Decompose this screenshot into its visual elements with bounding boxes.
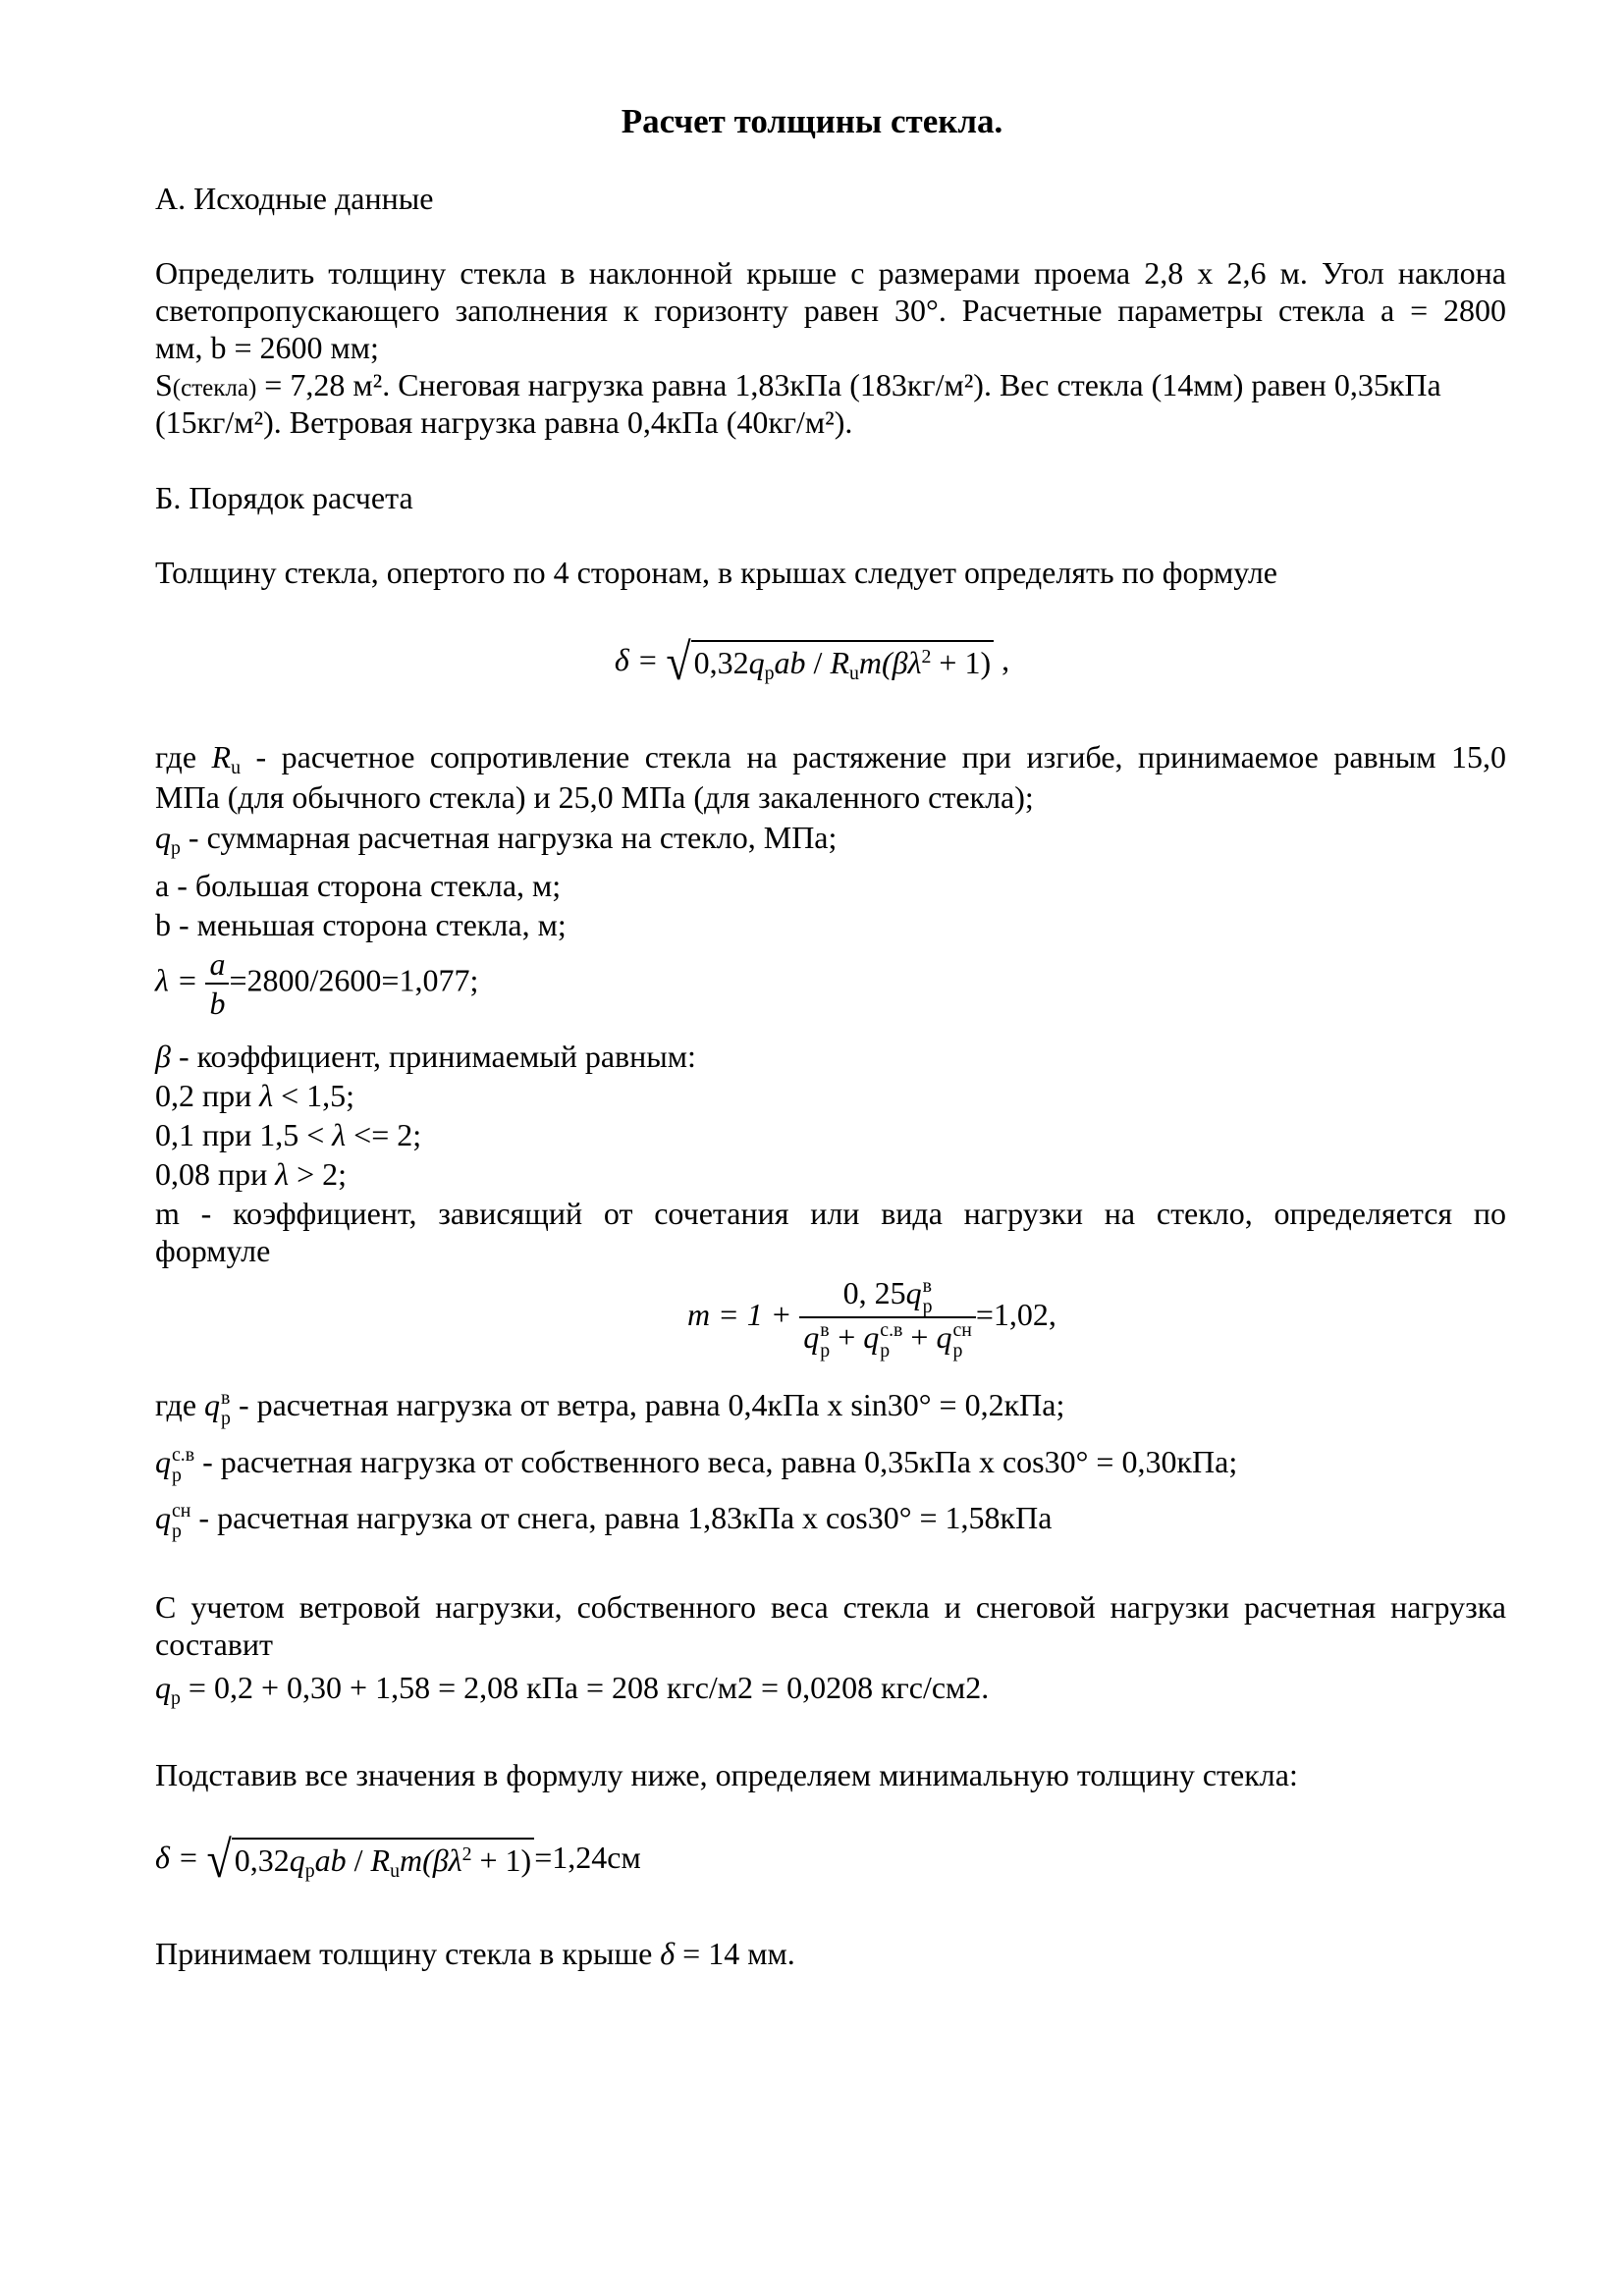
formula2-sqrt: √ 0,32qрab / $Rum(\beta\lambda^2 + 1)$ bbox=[206, 1838, 534, 1884]
formula-m-q: q bbox=[803, 1319, 820, 1356]
def-a: a - большая сторона стекла, м; bbox=[155, 868, 562, 903]
formula2-plus: + 1) bbox=[471, 1842, 532, 1878]
formula-m-lhs: m = 1 + bbox=[687, 1296, 800, 1332]
total-line-3 bbox=[155, 1669, 989, 1711]
def-ru-prefix: где bbox=[155, 739, 212, 774]
total-q-sub: р bbox=[171, 1686, 181, 1709]
def-b: b - меньшая сторона стекла, м; bbox=[155, 907, 567, 942]
load-wind bbox=[155, 1386, 1064, 1428]
total-line-2: составит bbox=[155, 1627, 273, 1662]
formula1-q: q bbox=[748, 645, 765, 680]
s-symbol: S bbox=[155, 367, 173, 402]
def-qp-symbol: q bbox=[155, 820, 171, 855]
section-a-heading: А. Исходные данные bbox=[155, 181, 434, 216]
def-qp-text: - суммарная расчетная нагрузка на стекло, МПа; bbox=[180, 820, 838, 855]
formula2-r-sub: u bbox=[390, 1859, 400, 1882]
def-m-line-2: формуле bbox=[155, 1233, 271, 1268]
def-lambda bbox=[155, 945, 478, 1022]
def-ru-subscript: u bbox=[231, 756, 241, 778]
formula1-paren: (βλ bbox=[882, 645, 922, 680]
conclusion bbox=[155, 1935, 795, 1972]
load-self-text: - расчетная нагрузка от собственного веса, равна 0,35кПа х cos30° = 0,30кПа; bbox=[194, 1444, 1238, 1479]
conclusion-delta: δ bbox=[660, 1936, 676, 1971]
formula1-slash: / bbox=[805, 645, 831, 680]
formula2-result: =1,24см bbox=[534, 1839, 641, 1875]
beta-text: - коэффициент, принимаемый равным: bbox=[170, 1039, 696, 1074]
formula-thickness-result bbox=[155, 1831, 641, 1889]
formula2-m: m bbox=[400, 1842, 423, 1878]
formula1-lhs: δ = bbox=[614, 641, 667, 677]
sub-p: р bbox=[922, 1295, 933, 1317]
formula-thickness bbox=[0, 633, 1624, 691]
formula2-coef: 0,32 bbox=[234, 1842, 290, 1878]
formula-intro: Толщину стекла, опертого по 4 сторонам, в крышах следует определять по формуле bbox=[155, 555, 1277, 590]
load-self-weight bbox=[155, 1443, 1237, 1485]
formula2-ab: ab bbox=[314, 1842, 347, 1878]
beta-case-3-pre: 0,08 при bbox=[155, 1156, 276, 1192]
lambda-symbol: λ bbox=[259, 1078, 274, 1113]
sup-snow: сн bbox=[952, 1319, 972, 1342]
def-ru-line-2: МПа (для обычного стекла) и 25,0 МПа (для закаленного стекла); bbox=[155, 779, 1034, 815]
lambda-lhs: λ = bbox=[155, 962, 206, 998]
lambda-denominator: b bbox=[209, 986, 226, 1021]
sup-wind: в bbox=[221, 1386, 231, 1409]
load-self-q: q bbox=[155, 1444, 171, 1479]
sub-p: р bbox=[820, 1340, 831, 1362]
intro-line-1: Определить толщину стекла в наклонной крыше с размерами проема 2,8 х 2,6 м. Угол наклона bbox=[155, 255, 1506, 291]
def-qp-subscript: р bbox=[171, 836, 181, 859]
formula2-lhs: δ = bbox=[155, 1839, 207, 1875]
lambda-symbol: λ bbox=[275, 1156, 290, 1192]
formula1-m: m bbox=[858, 645, 883, 680]
beta-case-1 bbox=[155, 1077, 354, 1114]
sub-p: р bbox=[172, 1520, 182, 1542]
formula1-r: R bbox=[830, 645, 849, 680]
beta-case-1-post: < 1,5; bbox=[273, 1078, 355, 1113]
formula-m-q: q bbox=[936, 1319, 952, 1356]
intro-line-4 bbox=[155, 366, 1441, 407]
def-ru-line-1 bbox=[155, 738, 1506, 780]
sup-wind: в bbox=[922, 1274, 932, 1297]
formula1-plus: + 1) bbox=[931, 645, 992, 680]
formula2-slash: / bbox=[346, 1842, 371, 1878]
intro-line-3: мм, b = 2600 мм; bbox=[155, 330, 379, 365]
formula1-q-sub: р bbox=[764, 662, 775, 684]
formula-m-q: q bbox=[863, 1319, 880, 1356]
formula-m-denominator bbox=[799, 1318, 976, 1361]
beta-case-2-post: <= 2; bbox=[346, 1117, 422, 1152]
beta-symbol: β bbox=[155, 1039, 171, 1074]
formula-m-result: =1,02, bbox=[975, 1296, 1056, 1332]
beta-case-1-pre: 0,2 при bbox=[155, 1078, 260, 1113]
total-value: = 0,2 + 0,30 + 1,58 = 2,08 кПа = 208 кгс/м2 = 0,0208 кгс/см2. bbox=[180, 1670, 990, 1705]
formula-m-coef: 0, 25 bbox=[842, 1275, 906, 1310]
sub-p: р bbox=[221, 1407, 231, 1429]
sup-wind: в bbox=[820, 1319, 830, 1342]
formula1-square: 2 bbox=[921, 646, 932, 668]
formula2-q: q bbox=[289, 1842, 305, 1878]
load-wind-prefix: где bbox=[155, 1387, 205, 1422]
def-m-line-1: m - коэффициент, зависящий от сочетания или вида нагрузки на стекло, определяется по bbox=[155, 1196, 1506, 1231]
def-qp bbox=[155, 819, 837, 861]
sub-p: р bbox=[880, 1340, 891, 1362]
lambda-symbol: λ bbox=[332, 1117, 347, 1152]
formula1-sqrt: √ 0,32qрab / $Rum(\beta\lambda^2 + 1)$ bbox=[666, 640, 994, 686]
s-subscript: (стекла) bbox=[172, 375, 257, 401]
lambda-value: =2800/2600=1,077; bbox=[229, 962, 479, 998]
sup-snow: сн bbox=[172, 1499, 191, 1522]
formula1-tail: , bbox=[994, 641, 1010, 677]
conclusion-prefix: Принимаем толщину стекла в крыше bbox=[155, 1936, 661, 1971]
total-q: q bbox=[155, 1670, 171, 1705]
beta-case-2-pre: 0,1 при 1,5 < bbox=[155, 1117, 333, 1152]
plus: + bbox=[902, 1319, 937, 1356]
formula2-r: R bbox=[370, 1842, 391, 1878]
formula1-r-sub: u bbox=[848, 662, 859, 684]
formula1-ab: ab bbox=[774, 645, 806, 680]
sub-p: р bbox=[952, 1340, 963, 1362]
sup-self-weight: с.в bbox=[172, 1443, 195, 1466]
plus: + bbox=[830, 1319, 864, 1356]
intro-line-2: светопропускающего заполнения к горизонту равен 30°. Расчетные параметры стекла a = 2800 bbox=[155, 293, 1506, 328]
lambda-fraction bbox=[205, 945, 229, 1022]
total-line-1: С учетом ветровой нагрузки, собственного веса стекла и снеговой нагрузки расчетная нагрузка bbox=[155, 1589, 1506, 1625]
intro-line-5: (15кг/м²). Ветровая нагрузка равна 0,4кПа (40кг/м²). bbox=[155, 404, 853, 440]
formula-m-fraction bbox=[799, 1274, 976, 1362]
beta-case-2 bbox=[155, 1116, 421, 1153]
load-wind-q: q bbox=[204, 1387, 221, 1422]
intro-line-4-rest: = 7,28 м². Снеговая нагрузка равна 1,83кПа (183кг/м²). Вес стекла (14мм) равен 0,35кПа bbox=[256, 367, 1441, 402]
substitute-text: Подставив все значения в формулу ниже, определяем минимальную толщину стекла: bbox=[155, 1757, 1298, 1792]
formula-m-q: q bbox=[905, 1275, 922, 1310]
def-beta bbox=[155, 1038, 696, 1075]
page-title: Расчет толщины стекла. bbox=[621, 102, 1003, 140]
def-ru-symbol: R bbox=[211, 739, 232, 774]
formula2-paren: (βλ bbox=[422, 1842, 462, 1878]
formula1-coef: 0,32 bbox=[693, 645, 749, 680]
conclusion-value: = 14 мм. bbox=[675, 1936, 795, 1971]
formula2-q-sub: р bbox=[304, 1859, 315, 1882]
load-snow-q: q bbox=[155, 1500, 171, 1535]
lambda-numerator: a bbox=[205, 945, 229, 985]
beta-case-3-post: > 2; bbox=[289, 1156, 348, 1192]
beta-case-3 bbox=[155, 1155, 347, 1193]
load-wind-text: - расчетная нагрузка от ветра, равна 0,4кПа х sin30° = 0,2кПа; bbox=[230, 1387, 1065, 1422]
def-ru-text-1: - расчетное сопротивление стекла на растяжение при изгибе, принимаемое равным 15,0 bbox=[240, 739, 1506, 774]
load-snow bbox=[155, 1499, 1052, 1541]
section-b-heading: Б. Порядок расчета bbox=[155, 480, 413, 515]
sub-p: р bbox=[172, 1464, 182, 1486]
sup-self-weight: с.в bbox=[880, 1319, 903, 1342]
formula2-square: 2 bbox=[461, 1843, 472, 1866]
load-snow-text: - расчетная нагрузка от снега, равна 1,83кПа х cos30° = 1,58кПа bbox=[190, 1500, 1053, 1535]
formula-m-numerator bbox=[799, 1274, 976, 1318]
formula-m bbox=[687, 1274, 1056, 1362]
